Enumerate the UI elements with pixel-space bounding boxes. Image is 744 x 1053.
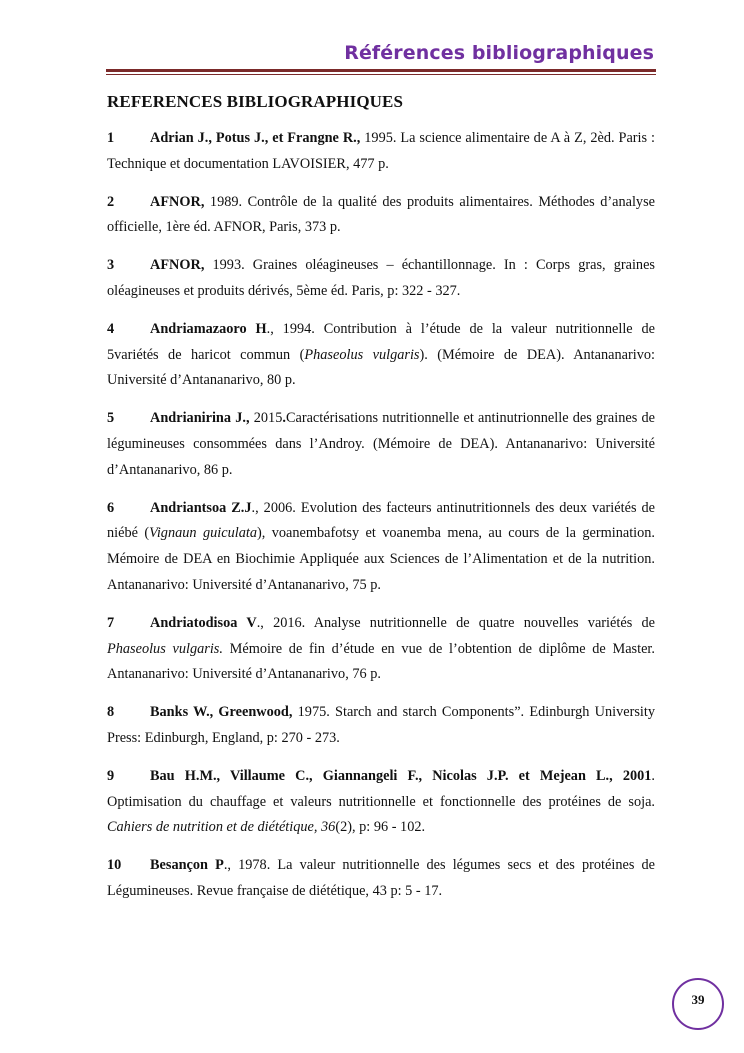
reference-item bbox=[107, 253, 655, 305]
reference-number: 6 bbox=[107, 499, 115, 516]
reference-text: 2015 bbox=[249, 410, 283, 427]
reference-number: 1 bbox=[107, 130, 115, 146]
reference-text: 1989. Contrôle de la qualité des produits alimentaires. Méthodes d’analyse officielle, 1ère éd. AFNOR, Paris, 373 p. bbox=[107, 193, 655, 236]
page-number: 39 bbox=[691, 992, 705, 1007]
reference-text: 1993. Graines oléagineuses – échantillonnage. In : Corps gras, graines oléagineuses et produits dérivés, 5ème éd. Paris, p: 322 - 327. bbox=[107, 257, 655, 299]
reference-text-end: Caractérisations nutritionnelle et antinutrionnelle des graines de légumineuses consommées dans l’Androy. (Mémoire de DEA). Antananarivo: Université d’Antananarivo, 86 p. bbox=[107, 410, 656, 478]
reference-bold-dot: . bbox=[282, 410, 286, 427]
header-rule-thin bbox=[106, 74, 656, 75]
reference-text: 1995. La science alimentaire de A à Z, 2èd. Paris : Technique et documentation LAVOISIER, 477 p. bbox=[107, 130, 656, 172]
reference-item bbox=[107, 317, 655, 394]
reference-number: 10 bbox=[107, 857, 122, 874]
reference-author: Andriatodisoa V bbox=[150, 614, 257, 631]
reference-author: AFNOR, bbox=[150, 193, 205, 210]
reference-italic: Vignaun guiculata bbox=[149, 525, 257, 542]
reference-text-end: ). (Mémoire de DEA). Antananarivo: Université d’Antananarivo, 80 p. bbox=[107, 346, 655, 389]
reference-number: 3 bbox=[107, 257, 115, 274]
reference-text: ., 1978. La valeur nutritionnelle des légumes secs et des protéines de Légumineuses. Revue française de diététique, 43 p: 5 - 17. bbox=[107, 857, 655, 899]
reference-text: 1975. Starch and starch Components”. Edinburgh University Press: Edinburgh, England, p: 270 - 273. bbox=[107, 704, 655, 746]
reference-item bbox=[107, 764, 655, 841]
reference-text-end: ), voanembafotsy et voanemba mena, au cours de la germination. Mémoire de DEA en Biochimie Appliquée aux Sciences de l’Alimentation et de la nutrition. Antananarivo: Université d’Antananarivo, 75 p. bbox=[107, 525, 656, 593]
reference-text-end: Mémoire de fin d’étude en vue de l’obtention de diplôme de Master. Antananarivo: Université d’Antananarivo, 76 p. bbox=[107, 640, 655, 683]
reference-number: 4 bbox=[107, 320, 115, 337]
reference-text: ., 2016. Analyse nutritionnelle de quatre nouvelles variétés de bbox=[256, 614, 655, 631]
reference-italic: Phaseolus vulgaris bbox=[304, 346, 420, 363]
reference-author: Andrianirina J., bbox=[150, 410, 250, 427]
section-title: REFERENCES BIBLIOGRAPHIQUES bbox=[107, 92, 404, 111]
reference-text: . Optimisation du chauffage et valeurs nutritionnelle et fonctionnelle des protéines de soja. bbox=[107, 767, 655, 810]
reference-item bbox=[107, 853, 655, 905]
reference-author: AFNOR, bbox=[150, 257, 205, 274]
reference-author: Andriamazaoro H bbox=[150, 320, 267, 337]
reference-item bbox=[107, 126, 655, 178]
reference-text: ., 2006. Evolution des facteurs antinutritionnels des deux variétés de niébé ( bbox=[107, 499, 656, 542]
reference-author: Adrian J., Potus J., et Frangne R., bbox=[150, 130, 361, 146]
reference-item bbox=[107, 190, 655, 242]
reference-text-end: (2), p: 96 - 102. bbox=[335, 819, 426, 836]
reference-item bbox=[107, 406, 655, 483]
header-rule-thick bbox=[106, 69, 656, 72]
reference-italic: Phaseolus vulgaris. bbox=[107, 640, 223, 657]
reference-item bbox=[107, 496, 655, 599]
reference-text: ., 1994. Contribution à l’étude de la valeur nutritionnelle de 5variétés de haricot commun ( bbox=[107, 320, 656, 363]
page-number-badge bbox=[672, 978, 724, 1030]
reference-author: Andriantsoa Z.J bbox=[150, 499, 252, 516]
reference-number: 7 bbox=[107, 614, 115, 631]
reference-item bbox=[107, 611, 655, 688]
reference-author: Bau H.M., Villaume C., Giannangeli F., Nicolas J.P. et Mejean L., 2001 bbox=[150, 767, 652, 784]
reference-italic: Cahiers de nutrition et de diététique, 36 bbox=[107, 819, 336, 836]
reference-number: 2 bbox=[107, 193, 115, 210]
running-header-title: Références bibliographiques bbox=[344, 42, 654, 64]
reference-number: 9 bbox=[107, 767, 115, 784]
reference-author: Besançon P bbox=[150, 857, 224, 874]
reference-author: Banks W., Greenwood, bbox=[150, 704, 293, 721]
reference-number: 5 bbox=[107, 410, 115, 427]
reference-item bbox=[107, 700, 655, 752]
reference-number: 8 bbox=[107, 704, 115, 721]
page-body bbox=[107, 92, 655, 917]
